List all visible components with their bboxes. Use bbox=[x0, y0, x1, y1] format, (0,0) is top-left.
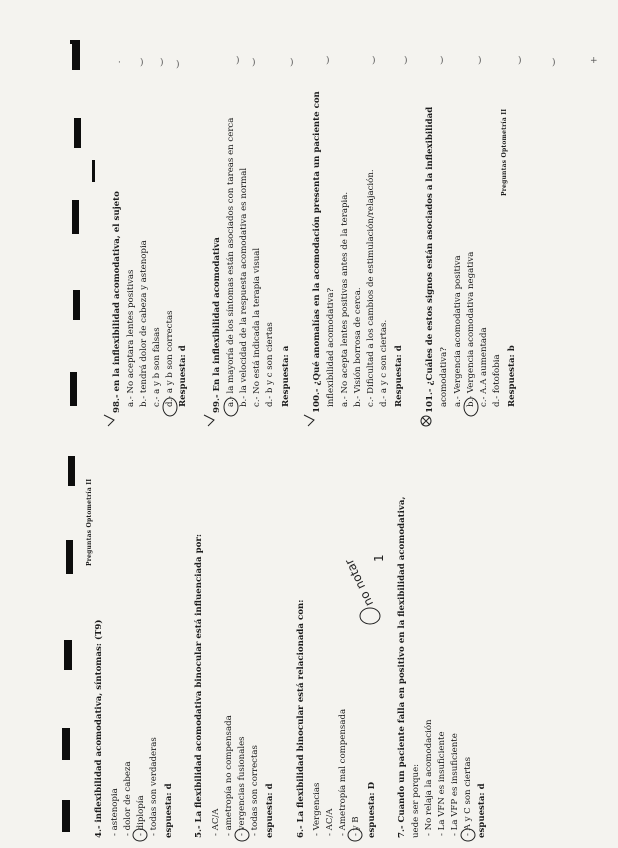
option: c.- a y b son falsas bbox=[152, 327, 162, 407]
option: a.- No acepta lentes positivas antes de la terapia. bbox=[340, 191, 350, 407]
page-header-right: Preguntas Optometría II bbox=[501, 108, 508, 196]
page-header-left: Preguntas Optometría II bbox=[86, 478, 93, 566]
option: - La VFN es insuficiente bbox=[437, 731, 447, 836]
option: - ametropía no compensada bbox=[224, 715, 234, 836]
answer-circle bbox=[348, 829, 362, 841]
answer-circle bbox=[461, 829, 475, 841]
answer-circle bbox=[133, 829, 147, 841]
option-circled: a.- la mayoría de los síntomas están asociados con tareas en cerca bbox=[226, 117, 236, 407]
option: b.- la velocidad de la respuesta acomodativa es normal bbox=[239, 167, 249, 407]
scan-dot: ) bbox=[372, 56, 376, 66]
option: - Vergencias bbox=[312, 782, 322, 836]
option: c.- No está indicada la terapia visual bbox=[252, 247, 262, 407]
option: - dolor de cabeza bbox=[123, 761, 133, 836]
scan-dot: ) bbox=[176, 60, 180, 70]
option: - todas son correctas bbox=[250, 745, 260, 836]
question-101-cont: acomodativa? bbox=[439, 347, 449, 407]
scan-dot: ) bbox=[140, 58, 144, 68]
option: c.- A.A aumentada bbox=[479, 327, 489, 407]
check-mark bbox=[304, 415, 314, 426]
answer: Respuesta: b bbox=[507, 345, 517, 407]
question-101: 101.- ¿Cuáles de estos signos están asociados a la inflexibilidad bbox=[425, 106, 435, 413]
option: a.- No aceptara lentes positivas bbox=[126, 269, 136, 407]
answer: espuesta: d bbox=[164, 783, 174, 838]
answer: Respuesta: d bbox=[394, 345, 404, 407]
option: b.- tendrá dolor de cabeza y astenopia bbox=[139, 240, 149, 407]
question-100: 100.- ¿Qué anomalías en la acomodación presenta un paciente con bbox=[312, 91, 322, 413]
question-96: 6.- La flexibilidad binocular está relacionada con: bbox=[296, 599, 306, 838]
answer: espuesta: d bbox=[265, 783, 275, 838]
check-mark bbox=[104, 415, 114, 426]
answer: Respuesta: a bbox=[281, 345, 291, 407]
scan-dot: ) bbox=[518, 56, 522, 66]
handwritten-circle bbox=[360, 608, 380, 624]
question-99: 99.- En la inflexibilidad acomodativa bbox=[212, 237, 222, 413]
scan-dot: ) bbox=[236, 56, 240, 66]
option: b.- Visión borrosa de cerca. bbox=[353, 287, 363, 407]
question-94: 4.- inflexibilidad acomodativa, síntomas: (T9) bbox=[94, 619, 104, 838]
scan-dot: ) bbox=[440, 56, 444, 66]
scan-dot: + bbox=[590, 56, 598, 66]
option: - diplopía bbox=[136, 795, 146, 836]
option: - y B bbox=[351, 816, 361, 836]
option: - Ametropía mal compensada bbox=[338, 708, 348, 836]
option: - vergencias fusionales bbox=[237, 736, 247, 836]
scan-dot: · bbox=[118, 58, 121, 68]
option: - AC/A bbox=[325, 808, 335, 836]
scan-dot: ) bbox=[290, 58, 294, 68]
option: - astenopia bbox=[110, 788, 120, 836]
scan-dot: ) bbox=[326, 56, 330, 66]
question-100-cont: inflexibilidad acomodativa? bbox=[326, 287, 336, 407]
question-95: 5.- La flexibilidad acomodativa binocular está influenciada por: bbox=[194, 533, 204, 838]
option-circled: b.- Vergencia acomodativa negativa bbox=[466, 251, 476, 407]
handwritten-note: no notar bbox=[341, 556, 377, 609]
check-mark bbox=[204, 415, 214, 426]
option: - No relaja la acomodación bbox=[424, 719, 434, 836]
x-mark bbox=[422, 417, 430, 425]
question-98: 98.- en la inflexibilidad acomodativa, el sujeto bbox=[112, 191, 122, 413]
option: - todas son verdaderas bbox=[149, 737, 159, 836]
option: - A y C son ciertas bbox=[463, 756, 473, 836]
option: c.- Dificultad a los cambios de estimulación/relajación. bbox=[366, 169, 376, 407]
scan-dot: ) bbox=[252, 58, 256, 68]
answer: espuesta: d bbox=[477, 783, 487, 838]
scan-dot: ) bbox=[160, 58, 164, 68]
option-circled: d.- a y b son correctas bbox=[165, 310, 175, 407]
handwritten-note: 1 bbox=[372, 554, 386, 562]
scan-dot: ) bbox=[552, 58, 556, 68]
option: - AC/A bbox=[211, 808, 221, 836]
answer-circle bbox=[235, 829, 249, 841]
answer-circle bbox=[464, 398, 478, 416]
question-97-cont: uede ser porque: bbox=[411, 763, 421, 838]
option: d.- fotofobia bbox=[492, 354, 502, 407]
option: a.- Vergencia acomodativa positiva bbox=[453, 255, 463, 407]
option: - La VFP es insuficiente bbox=[450, 733, 460, 836]
option: d.- b y c son ciertas bbox=[265, 322, 275, 407]
question-97: 7.- Cuando un paciente falla en positivo en la flexibilidad acomodativa, bbox=[397, 496, 407, 838]
scan-dot: ) bbox=[478, 56, 482, 66]
option: d.- a y c son ciertas. bbox=[379, 319, 389, 407]
answer-circle bbox=[163, 398, 177, 416]
answer-circle bbox=[224, 398, 238, 416]
answer: Respuesta: d bbox=[178, 345, 188, 407]
answer: espuesta: D bbox=[367, 781, 377, 838]
scan-dot: ) bbox=[404, 56, 408, 66]
